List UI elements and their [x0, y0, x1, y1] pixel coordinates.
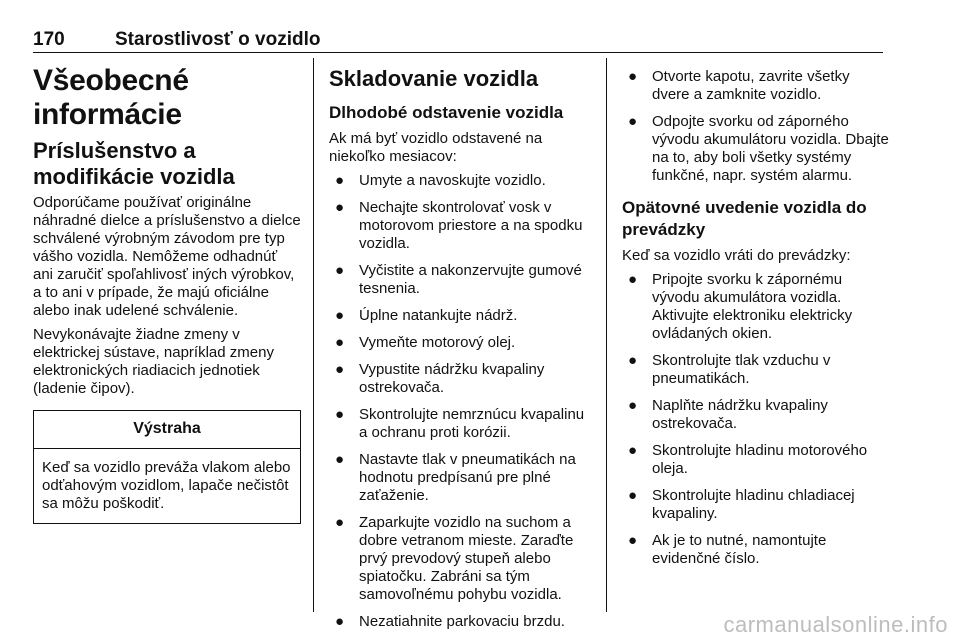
list-item: [622, 442, 890, 478]
list-item-text: Nastavte tlak v pneumatikách na hodnotu predpísanú pre plné zaťaženie.: [359, 451, 576, 504]
subsection-title: Opätovné uvedenie vozidla do prevádzky: [622, 198, 867, 239]
list-item-text: Vypustite nádržku kvapaliny ostrekovača.: [359, 361, 545, 396]
list-item-text: Umyte a navoskujte vozidlo.: [359, 172, 546, 189]
warning-box: [33, 410, 301, 524]
paragraph: Ak má byť vozidlo odstavené na niekoľko mesiacov:: [329, 130, 543, 165]
bullet-icon: ●: [335, 613, 345, 630]
list-item: [622, 487, 890, 523]
bullet-icon: ●: [628, 68, 638, 85]
bullet-icon: ●: [628, 397, 638, 414]
page-number: 170: [33, 29, 65, 50]
column-divider: [313, 58, 314, 612]
bullet-icon: ●: [335, 262, 345, 279]
list-item: [622, 532, 890, 568]
warning-title: Výstraha: [34, 411, 300, 449]
bullet-list: [622, 271, 890, 568]
bullet-icon: ●: [335, 406, 345, 423]
bullet-icon: ●: [628, 487, 638, 504]
list-item: [329, 406, 595, 442]
bullet-icon: ●: [628, 271, 638, 288]
list-item: [329, 172, 595, 190]
list-item-text: Skontrolujte hladinu motorového oleja.: [652, 442, 868, 477]
bullet-icon: ●: [335, 172, 345, 189]
list-item: [622, 271, 890, 343]
section-title: Starostlivosť o vozidlo: [115, 29, 321, 50]
list-item: [622, 68, 890, 104]
list-item: [622, 352, 890, 388]
chapter-title: Všeobecné informácie: [33, 64, 189, 131]
list-item: [329, 613, 595, 631]
bullet-list: [329, 172, 595, 631]
list-item: [329, 334, 595, 352]
list-item: [622, 113, 890, 185]
list-item-text: Ak je to nutné, namontujte evidenčné číslo.: [652, 532, 827, 567]
bullet-icon: ●: [335, 307, 345, 324]
column-right: [622, 54, 890, 580]
bullet-icon: ●: [628, 113, 638, 130]
list-item-text: Pripojte svorku k zápornému vývodu akumulátora vozidla. Aktivujte elektroniku elektricky ovládaných okien.: [652, 271, 853, 342]
bullet-icon: ●: [335, 199, 345, 216]
list-item-text: Otvorte kapotu, zavrite všetky dvere a zamknite vozidlo.: [652, 68, 850, 103]
list-item-text: Vyčistite a nakonzervujte gumové tesnenia.: [359, 262, 582, 297]
bullet-icon: ●: [335, 334, 345, 351]
list-item-text: Vymeňte motorový olej.: [359, 334, 516, 351]
bullet-icon: ●: [335, 514, 345, 531]
watermark: carmanualsonline.info: [723, 612, 948, 637]
subsection-title: Dlhodobé odstavenie vozidla: [329, 103, 564, 122]
list-item: [329, 307, 595, 325]
column-divider: [606, 58, 607, 612]
list-item-text: Nechajte skontrolovať vosk v motorovom priestore a na spodku vozidla.: [359, 199, 583, 252]
warning-text: Keď sa vozidlo preváža vlakom alebo odťahovým vozidlom, lapače nečistôt sa môžu poškodiť.: [42, 459, 291, 512]
paragraph: Nevykonávajte žiadne zmeny v elektrickej sústave, napríklad zmeny elektronických riadiacich jednotiek (ladenie čipov).: [33, 326, 274, 397]
list-item-text: Zaparkujte vozidlo na suchom a dobre vetranom mieste. Zaraďte prvý prevodový stupeň alebo spiatočku. Zabráni sa tým samovoľnému pohybu vozidla.: [359, 514, 574, 603]
list-item-text: Naplňte nádržku kvapaliny ostrekovača.: [652, 397, 828, 432]
list-item: [329, 514, 595, 604]
list-item: [329, 361, 595, 397]
bullet-icon: ●: [628, 532, 638, 549]
bullet-icon: ●: [335, 361, 345, 378]
column-middle: [329, 54, 595, 643]
bullet-icon: ●: [628, 442, 638, 459]
column-left: [33, 54, 301, 524]
bullet-icon: ●: [628, 352, 638, 369]
list-item-text: Úplne natankujte nádrž.: [359, 307, 518, 324]
list-item-text: Odpojte svorku od záporného vývodu akumulátoru vozidla. Dbajte na to, aby boli všetky systémy funkčné, napr. systém alarmu.: [652, 113, 889, 184]
bullet-list: [622, 68, 890, 185]
list-item: [622, 397, 890, 433]
list-item: [329, 451, 595, 505]
bullet-icon: ●: [335, 451, 345, 468]
list-item-text: Skontrolujte tlak vzduchu v pneumatikách.: [652, 352, 831, 387]
list-item: [329, 262, 595, 298]
list-item-text: Nezatiahnite parkovaciu brzdu.: [359, 613, 565, 630]
list-item-text: Skontrolujte nemrznúcu kvapalinu a ochranu proti korózii.: [359, 406, 585, 441]
page-header: [33, 26, 883, 53]
list-item: [329, 199, 595, 253]
subsection-title: Príslušenstvo a modifikácie vozidla: [33, 138, 235, 189]
paragraph: Keď sa vozidlo vráti do prevádzky:: [622, 247, 851, 264]
section-heading: Skladovanie vozidla: [329, 66, 539, 91]
list-item-text: Skontrolujte hladinu chladiacej kvapaliny.: [652, 487, 855, 522]
paragraph: Odporúčame používať originálne náhradné dielce a príslušenstvo a dielce schválené výrobným závodom pre typ vášho vozidla. Nemôžeme odhadnúť ani zaručiť spoľahlivosť iných výrobkov, a to ani v prípade, že majú oficiálne alebo inak udelené schválenie.: [33, 194, 301, 319]
